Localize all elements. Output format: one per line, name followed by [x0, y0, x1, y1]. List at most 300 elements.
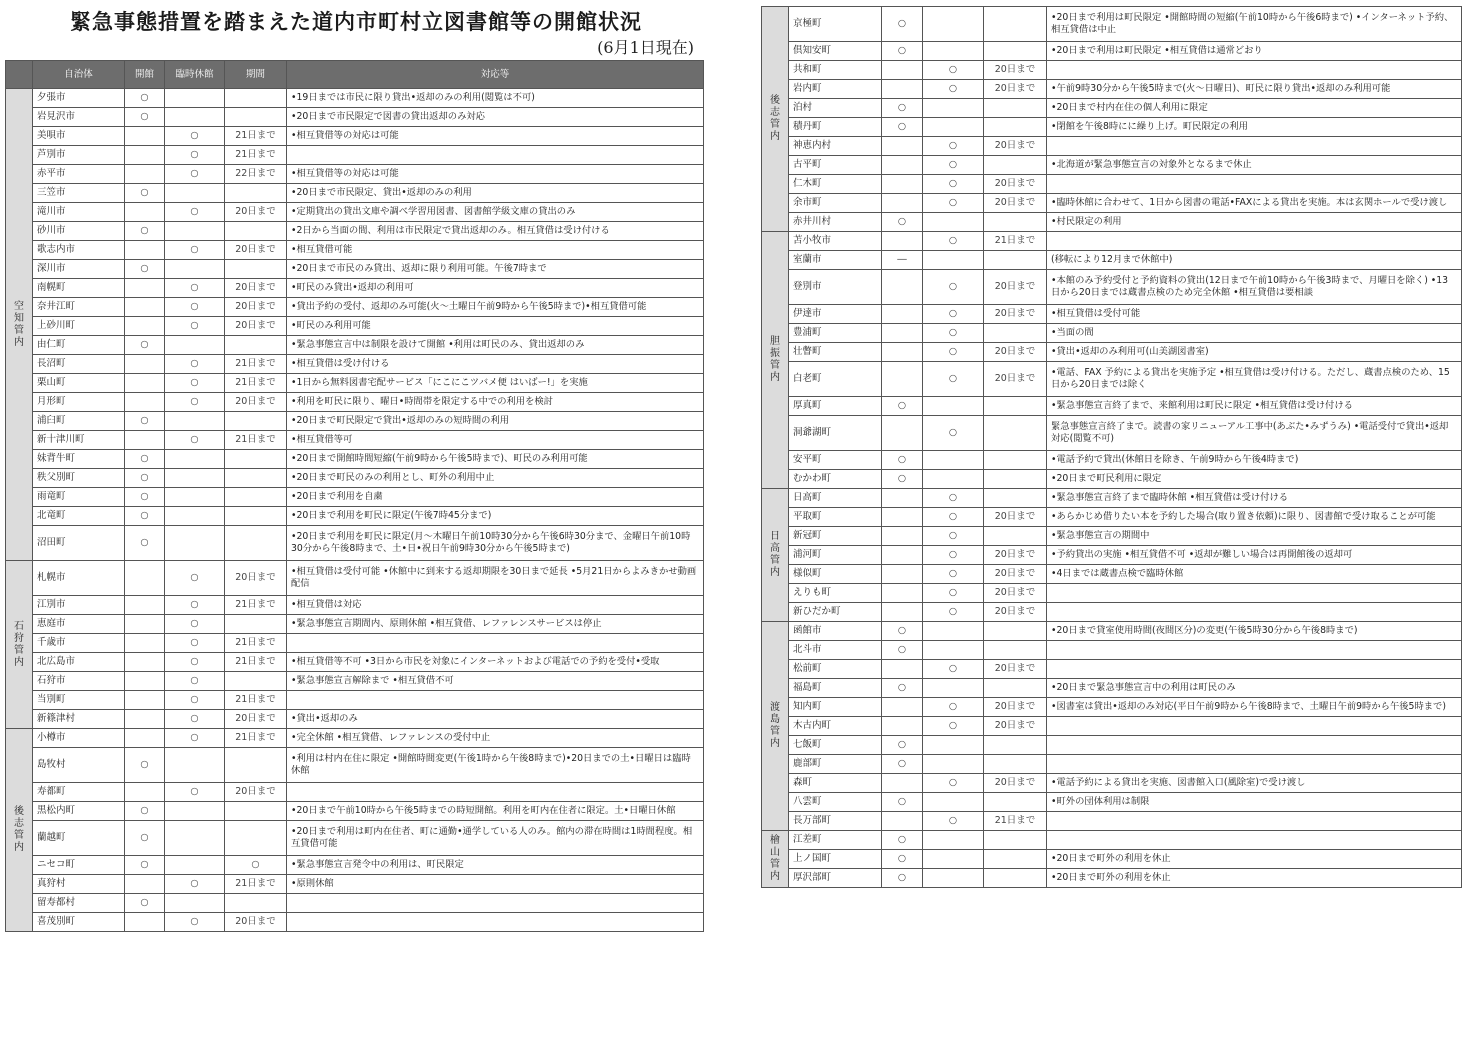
municipality-cell: 北斗市 [789, 641, 882, 660]
table-row [6, 596, 704, 615]
open-cell [882, 603, 923, 622]
header-response: 対応等 [287, 61, 704, 89]
municipality-cell: 栗山町 [33, 374, 125, 393]
open-cell [125, 393, 165, 412]
period-cell: 21日まで [225, 875, 287, 894]
period-cell [225, 336, 287, 355]
response-cell: •20日まで村内在住の個人利用に限定 [1047, 99, 1462, 118]
period-cell: 20日まで [225, 241, 287, 260]
closed-cell: ○ [923, 660, 984, 679]
open-cell: ○ [882, 793, 923, 812]
period-cell [225, 821, 287, 856]
municipality-cell: 七飯町 [789, 736, 882, 755]
response-cell: •相互貸借等不可 •3日から市民を対象にインターネットおよび電話での予約を受付•受取 [287, 653, 704, 672]
municipality-cell: 日高町 [789, 489, 882, 508]
table-row [762, 451, 1462, 470]
closed-cell: ○ [923, 194, 984, 213]
response-cell: •20日まで利用を町民に限定(午後7時45分まで) [287, 507, 704, 526]
response-cell: •20日まで利用を自粛 [287, 488, 704, 507]
table-row [6, 165, 704, 184]
municipality-cell: 妹背牛町 [33, 450, 125, 469]
period-cell [225, 222, 287, 241]
closed-cell: ○ [923, 324, 984, 343]
open-cell [125, 146, 165, 165]
response-cell: (移転により12月まで休館中) [1047, 251, 1462, 270]
municipality-cell: 長万部町 [789, 812, 882, 831]
open-cell: ○ [125, 108, 165, 127]
table-row [6, 507, 704, 526]
open-cell [125, 672, 165, 691]
closed-cell: ○ [923, 565, 984, 584]
table-row [762, 99, 1462, 118]
open-cell [882, 175, 923, 194]
municipality-cell: 江別市 [33, 596, 125, 615]
response-cell: •貸出•返却のみ [287, 710, 704, 729]
closed-cell [923, 793, 984, 812]
open-cell [882, 812, 923, 831]
header-region [6, 61, 33, 89]
municipality-cell: 北広島市 [33, 653, 125, 672]
open-cell: ○ [125, 821, 165, 856]
closed-cell: ○ [165, 393, 225, 412]
table-row [6, 241, 704, 260]
region-label: 檜山管内 [770, 835, 780, 882]
period-cell: 21日まで [984, 232, 1047, 251]
period-cell: 20日まで [984, 194, 1047, 213]
open-cell: ○ [125, 488, 165, 507]
closed-cell [165, 856, 225, 875]
response-cell: •相互貸借等の対応は可能 [287, 165, 704, 184]
open-cell [882, 416, 923, 451]
open-cell [125, 913, 165, 932]
table-row [6, 146, 704, 165]
closed-cell [923, 99, 984, 118]
open-cell: ○ [882, 42, 923, 61]
open-cell [125, 355, 165, 374]
closed-cell [165, 469, 225, 488]
closed-cell: ○ [165, 634, 225, 653]
period-cell [225, 469, 287, 488]
table-row [762, 831, 1462, 850]
closed-cell [923, 679, 984, 698]
period-cell [984, 831, 1047, 850]
period-cell [984, 641, 1047, 660]
response-cell [1047, 831, 1462, 850]
closed-cell: ○ [923, 489, 984, 508]
open-cell [125, 279, 165, 298]
period-cell: 20日まで [225, 317, 287, 336]
table-row [762, 397, 1462, 416]
closed-cell: ○ [165, 146, 225, 165]
response-cell: 緊急事態宣言終了まで。読書の家リニューアル工事中(あぶた•みずうみ) •電話受付で貸出•返却対応(閲覧不可) [1047, 416, 1462, 451]
region-label: 空知管内 [14, 300, 24, 348]
municipality-cell: 喜茂別町 [33, 913, 125, 932]
municipality-cell: 函館市 [789, 622, 882, 641]
closed-cell [923, 118, 984, 137]
table-row [762, 641, 1462, 660]
response-cell: •完全休館 •相互貸借、レファレンスの受付中止 [287, 729, 704, 748]
table-row [6, 203, 704, 222]
period-cell [225, 802, 287, 821]
municipality-cell: 奈井江町 [33, 298, 125, 317]
open-cell: ○ [125, 184, 165, 203]
closed-cell [923, 736, 984, 755]
table-row [6, 634, 704, 653]
period-cell [984, 42, 1047, 61]
closed-cell: ○ [165, 615, 225, 634]
region-cell [6, 89, 33, 561]
region-cell [762, 831, 789, 888]
period-cell [984, 527, 1047, 546]
table-body-left [6, 89, 704, 932]
open-cell [882, 565, 923, 584]
closed-cell [923, 850, 984, 869]
period-cell [984, 793, 1047, 812]
table-row [6, 913, 704, 932]
period-cell [225, 108, 287, 127]
closed-cell: ○ [923, 603, 984, 622]
period-cell [984, 489, 1047, 508]
open-cell [125, 615, 165, 634]
period-cell [984, 251, 1047, 270]
period-cell: 20日まで [984, 137, 1047, 156]
closed-cell: ○ [165, 875, 225, 894]
open-cell [125, 729, 165, 748]
period-cell: 20日まで [984, 546, 1047, 565]
table-row [762, 603, 1462, 622]
response-cell: •相互貸借可能 [287, 241, 704, 260]
municipality-cell: 秩父別町 [33, 469, 125, 488]
table-row [762, 61, 1462, 80]
region-label: 後志管内 [770, 95, 780, 142]
closed-cell: ○ [923, 305, 984, 324]
table-row [762, 137, 1462, 156]
open-cell [882, 324, 923, 343]
response-cell: •相互貸借は受付可能 •休館中に到来する返却期限を30日まで延長 •5月21日からよみきかせ動画配信 [287, 561, 704, 596]
municipality-cell: 積丹町 [789, 118, 882, 137]
response-cell: •20日まで町民利用に限定 [1047, 470, 1462, 489]
period-cell: 20日まで [984, 508, 1047, 527]
response-cell: •20日まで市民のみ貸出、返却に限り利用可能。午後7時まで [287, 260, 704, 279]
municipality-cell: 沼田町 [33, 526, 125, 561]
closed-cell [165, 802, 225, 821]
closed-cell: ○ [165, 298, 225, 317]
response-cell: •20日まで町民限定で貸出•返却のみの短時間の利用 [287, 412, 704, 431]
table-header-row [6, 61, 704, 89]
table-row [762, 416, 1462, 451]
closed-cell [923, 869, 984, 888]
open-cell: ○ [882, 831, 923, 850]
open-cell [882, 584, 923, 603]
open-cell: ○ [882, 470, 923, 489]
open-cell [882, 508, 923, 527]
period-cell: 20日まで [984, 270, 1047, 305]
open-cell: ○ [882, 755, 923, 774]
open-cell: ○ [882, 850, 923, 869]
closed-cell: ○ [165, 561, 225, 596]
table-row [6, 260, 704, 279]
closed-cell: ○ [923, 546, 984, 565]
response-cell: •緊急事態宣言発令中の利用は、町民限定 [287, 856, 704, 875]
municipality-cell: 厚真町 [789, 397, 882, 416]
table-row [762, 80, 1462, 99]
table-row [762, 698, 1462, 717]
table-row [6, 856, 704, 875]
response-cell [287, 913, 704, 932]
response-cell [1047, 137, 1462, 156]
response-cell: •緊急事態宣言解除まで •相互貸借不可 [287, 672, 704, 691]
closed-cell: ○ [165, 165, 225, 184]
open-cell: ○ [125, 507, 165, 526]
period-cell [984, 755, 1047, 774]
table-row [6, 336, 704, 355]
open-cell [125, 596, 165, 615]
table-row [762, 470, 1462, 489]
closed-cell: ○ [923, 137, 984, 156]
response-cell: •利用を町民に限り、曜日•時間帯を限定する中での利用を検討 [287, 393, 704, 412]
response-cell: •定期貸出の貸出文庫や調べ学習用図書、図書館学級文庫の貸出のみ [287, 203, 704, 222]
open-cell [882, 527, 923, 546]
table-row [762, 305, 1462, 324]
period-cell: 20日まで [984, 698, 1047, 717]
open-cell: ○ [125, 802, 165, 821]
municipality-cell: 上砂川町 [33, 317, 125, 336]
municipality-cell: ニセコ町 [33, 856, 125, 875]
closed-cell: ○ [165, 783, 225, 802]
response-cell: •2日から当面の間、利用は市民限定で貸出返却のみ。相互貸借は受け付ける [287, 222, 704, 241]
table-row [6, 748, 704, 783]
closed-cell [923, 397, 984, 416]
municipality-cell: 島牧村 [33, 748, 125, 783]
closed-cell: ○ [165, 127, 225, 146]
period-cell: 20日まで [984, 584, 1047, 603]
open-cell: ○ [125, 894, 165, 913]
municipality-cell: 八雲町 [789, 793, 882, 812]
open-cell: ○ [882, 736, 923, 755]
open-cell [125, 241, 165, 260]
open-cell: ○ [125, 526, 165, 561]
municipality-cell: 松前町 [789, 660, 882, 679]
open-cell: ○ [882, 679, 923, 698]
response-cell: •午前9時30分から午後5時まで(火〜日曜日)、町民に限り貸出•返却のみ利用可能 [1047, 80, 1462, 99]
municipality-cell: 月形町 [33, 393, 125, 412]
table-row [762, 118, 1462, 137]
open-cell [125, 691, 165, 710]
open-cell [882, 232, 923, 251]
period-cell [225, 894, 287, 913]
open-cell [882, 156, 923, 175]
table-row [762, 793, 1462, 812]
period-cell: 21日まで [225, 653, 287, 672]
closed-cell [165, 336, 225, 355]
closed-cell [923, 831, 984, 850]
response-cell: •20日まで開館時間短縮(午前9時から午後5時まで)、町民のみ利用可能 [287, 450, 704, 469]
period-cell [225, 507, 287, 526]
municipality-cell: 共和町 [789, 61, 882, 80]
municipality-cell: 赤井川村 [789, 213, 882, 232]
open-cell [125, 298, 165, 317]
closed-cell: ○ [923, 80, 984, 99]
period-cell: 20日まで [984, 774, 1047, 793]
open-cell [882, 698, 923, 717]
open-cell: ○ [125, 412, 165, 431]
closed-cell: ○ [923, 270, 984, 305]
closed-cell: ○ [923, 774, 984, 793]
response-cell: •20日まで利用は町民限定 •相互貸借は通常どおり [1047, 42, 1462, 61]
response-cell [1047, 812, 1462, 831]
municipality-cell: 浦河町 [789, 546, 882, 565]
municipality-cell: 新十津川町 [33, 431, 125, 450]
period-cell [984, 679, 1047, 698]
municipality-cell: 苫小牧市 [789, 232, 882, 251]
period-cell: 21日まで [225, 355, 287, 374]
municipality-cell: 登別市 [789, 270, 882, 305]
period-cell [225, 488, 287, 507]
closed-cell [165, 222, 225, 241]
response-cell: •貸出•返却のみ利用可(山美湖図書室) [1047, 343, 1462, 362]
response-cell [1047, 736, 1462, 755]
municipality-cell: 留寿都村 [33, 894, 125, 913]
response-cell: •20日まで利用は町内在住者、町に通勤•通学している人のみ。館内の滞在時間は1時間程度。相互貸借可能 [287, 821, 704, 856]
open-cell [125, 653, 165, 672]
municipality-cell: 真狩村 [33, 875, 125, 894]
response-cell [287, 146, 704, 165]
header-municipality: 自治体 [33, 61, 125, 89]
municipality-cell: 由仁町 [33, 336, 125, 355]
closed-cell [923, 470, 984, 489]
region-cell [6, 729, 33, 932]
municipality-cell: 蘭越町 [33, 821, 125, 856]
period-cell [225, 184, 287, 203]
closed-cell: ○ [923, 584, 984, 603]
table-row [6, 875, 704, 894]
period-cell: 20日まで [225, 710, 287, 729]
as-of-date: (6月1日現在) [597, 38, 694, 57]
table-row [6, 222, 704, 241]
municipality-cell: 豊浦町 [789, 324, 882, 343]
header-closed: 臨時休館 [165, 61, 225, 89]
table-row [762, 489, 1462, 508]
response-cell [1047, 175, 1462, 194]
open-cell: ○ [125, 856, 165, 875]
open-cell [882, 362, 923, 397]
municipality-cell: 北竜町 [33, 507, 125, 526]
closed-cell: ○ [165, 374, 225, 393]
response-cell: •20日まで町外の利用を休止 [1047, 850, 1462, 869]
status-table-right [761, 6, 1462, 888]
municipality-cell: 千歳市 [33, 634, 125, 653]
open-cell: ○ [882, 118, 923, 137]
municipality-cell: 岩見沢市 [33, 108, 125, 127]
open-cell [882, 137, 923, 156]
open-cell: ○ [882, 7, 923, 42]
municipality-cell: 泊村 [789, 99, 882, 118]
period-cell: 20日まで [225, 913, 287, 932]
municipality-cell: 木古内町 [789, 717, 882, 736]
period-cell [225, 748, 287, 783]
period-cell [984, 451, 1047, 470]
table-row [6, 653, 704, 672]
response-cell: •緊急事態宣言中は制限を設けて開館 •利用は町民のみ、貸出返却のみ [287, 336, 704, 355]
period-cell: 21日まで [225, 596, 287, 615]
table-row [6, 821, 704, 856]
open-cell [882, 61, 923, 80]
response-cell [1047, 61, 1462, 80]
period-cell [225, 260, 287, 279]
municipality-cell: 森町 [789, 774, 882, 793]
period-cell [984, 99, 1047, 118]
municipality-cell: 伊達市 [789, 305, 882, 324]
response-cell [287, 691, 704, 710]
response-cell [1047, 717, 1462, 736]
closed-cell: ○ [923, 61, 984, 80]
open-cell [125, 783, 165, 802]
closed-cell: ○ [165, 355, 225, 374]
municipality-cell: 新ひだか町 [789, 603, 882, 622]
response-cell: •原則休館 [287, 875, 704, 894]
period-cell: 20日まで [984, 61, 1047, 80]
table-row [762, 774, 1462, 793]
period-cell [225, 412, 287, 431]
table-row [6, 615, 704, 634]
closed-cell [923, 622, 984, 641]
period-cell [984, 397, 1047, 416]
municipality-cell: 余市町 [789, 194, 882, 213]
period-cell [984, 622, 1047, 641]
response-cell: •20日まで町外の利用を休止 [1047, 869, 1462, 888]
table-row [6, 691, 704, 710]
response-cell: •緊急事態宣言の期間中 [1047, 527, 1462, 546]
municipality-cell: 江差町 [789, 831, 882, 850]
table-row [6, 89, 704, 108]
region-label: 後志管内 [14, 806, 24, 853]
open-cell [125, 374, 165, 393]
response-cell [1047, 603, 1462, 622]
municipality-cell: 福島町 [789, 679, 882, 698]
municipality-cell: 知内町 [789, 698, 882, 717]
period-cell: 22日まで [225, 165, 287, 184]
open-cell [125, 127, 165, 146]
table-row [762, 717, 1462, 736]
municipality-cell: 鹿部町 [789, 755, 882, 774]
open-cell [125, 165, 165, 184]
period-cell: ○ [225, 856, 287, 875]
period-cell [984, 324, 1047, 343]
open-cell [125, 317, 165, 336]
closed-cell: ○ [923, 527, 984, 546]
open-cell: ○ [882, 213, 923, 232]
open-cell [125, 710, 165, 729]
table-row [762, 175, 1462, 194]
open-cell: ― [882, 251, 923, 270]
open-cell [882, 717, 923, 736]
period-cell [984, 118, 1047, 137]
table-row [762, 622, 1462, 641]
municipality-cell: 新冠町 [789, 527, 882, 546]
open-cell [125, 875, 165, 894]
municipality-cell: 滝川市 [33, 203, 125, 222]
response-cell: •緊急事態宣言終了まで臨時休館 •相互貸借は受け付ける [1047, 489, 1462, 508]
municipality-cell: 美唄市 [33, 127, 125, 146]
closed-cell: ○ [165, 317, 225, 336]
municipality-cell: 石狩市 [33, 672, 125, 691]
period-cell: 21日まで [225, 691, 287, 710]
table-row [762, 660, 1462, 679]
table-row [6, 450, 704, 469]
closed-cell: ○ [165, 913, 225, 932]
open-cell [882, 489, 923, 508]
municipality-cell: 芦別市 [33, 146, 125, 165]
